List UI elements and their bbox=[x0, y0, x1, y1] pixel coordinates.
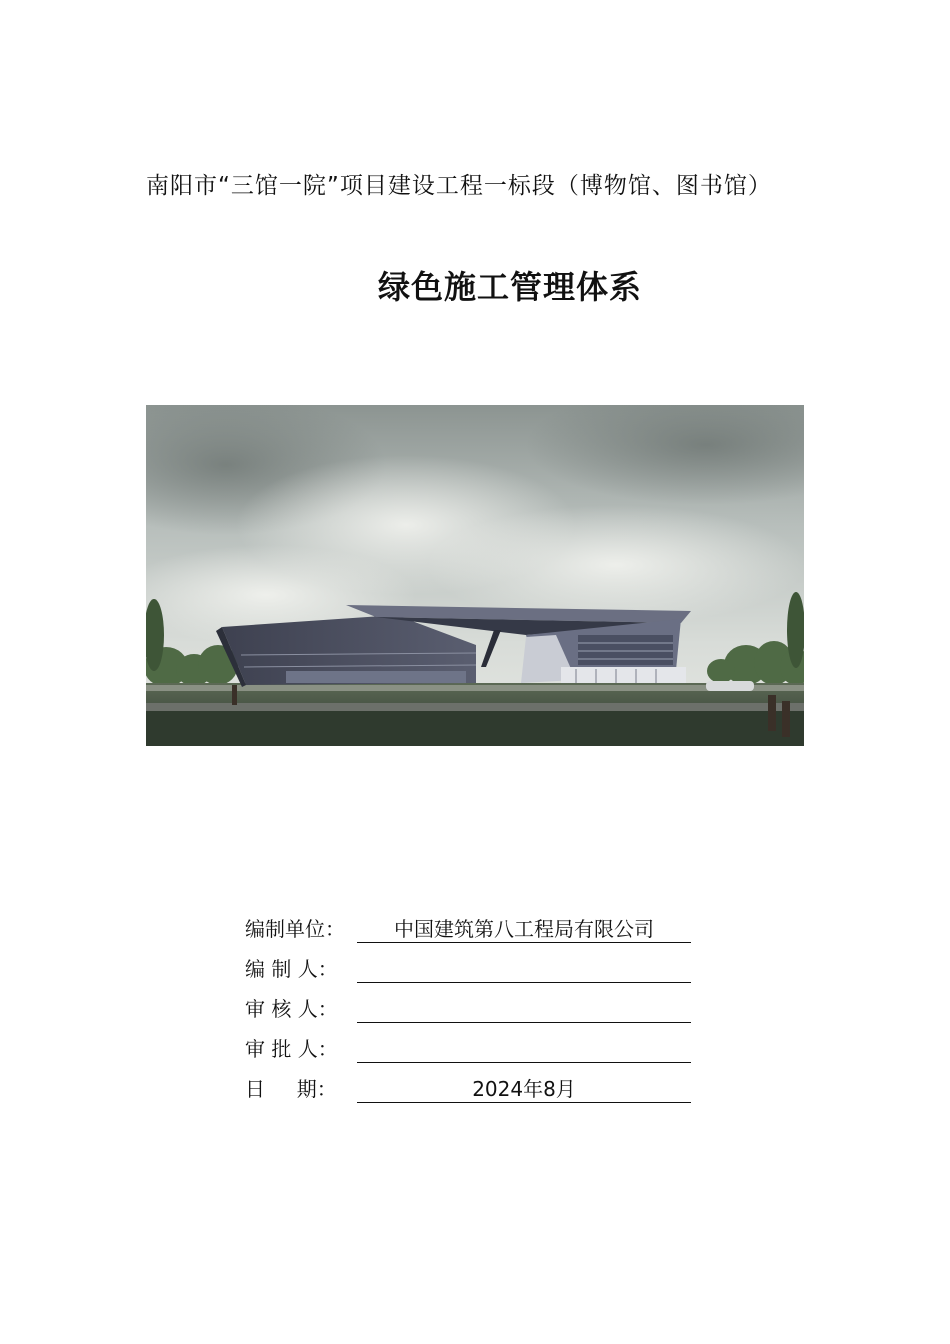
info-row-approver bbox=[245, 1032, 705, 1072]
info-label-unit: 编制单位： bbox=[245, 917, 345, 941]
info-row-unit bbox=[245, 912, 705, 952]
info-row-reviewer bbox=[245, 992, 705, 1032]
info-label-author: 编 制 人： bbox=[245, 957, 338, 981]
info-value-approver bbox=[357, 1032, 691, 1063]
info-row-date bbox=[245, 1072, 705, 1112]
info-value-author bbox=[357, 952, 691, 983]
project-title: 南阳市“三馆一院”项目建设工程一标段（博物馆、图书馆） bbox=[146, 173, 772, 199]
info-label-reviewer: 审 核 人： bbox=[245, 997, 338, 1021]
info-value-date: 2024年8月 bbox=[357, 1072, 691, 1103]
info-row-author bbox=[245, 952, 705, 992]
cover-building-rendering bbox=[146, 405, 804, 746]
info-value-unit: 中国建筑第八工程局有限公司 bbox=[357, 912, 691, 943]
info-label-approver: 审 批 人： bbox=[245, 1037, 338, 1061]
info-label-date: 日 期： bbox=[245, 1077, 337, 1101]
info-value-reviewer bbox=[357, 992, 691, 1023]
cover-info-table bbox=[245, 912, 705, 1112]
document-title: 绿色施工管理体系 bbox=[377, 268, 642, 306]
